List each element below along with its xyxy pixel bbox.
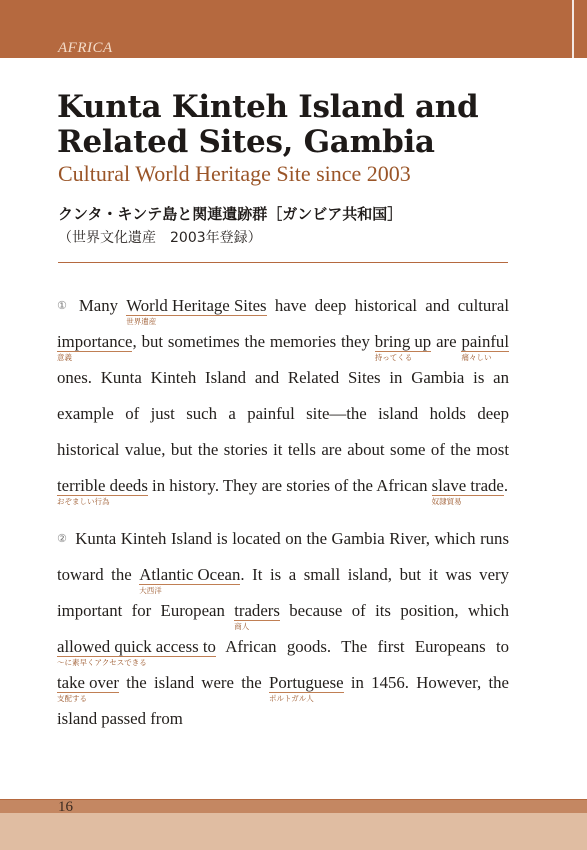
title-line-2: Related Sites, Gambia bbox=[57, 124, 435, 160]
glossed-term bbox=[57, 673, 119, 703]
paragraph-number: ① bbox=[57, 299, 71, 312]
gloss-annotation: 商人 bbox=[234, 622, 250, 631]
glossed-term bbox=[431, 476, 504, 506]
gloss-annotation: 奴隷貿易 bbox=[431, 497, 462, 506]
paragraph bbox=[57, 288, 509, 504]
glossed-term-text: importance bbox=[57, 332, 133, 351]
body-text-run: in history. They are stories of the African bbox=[147, 476, 432, 495]
gloss-annotation: ポルトガル人 bbox=[269, 694, 314, 703]
article-body bbox=[57, 288, 509, 737]
body-text-run: because of its position, which bbox=[279, 601, 509, 620]
gloss-annotation: おぞましい行為 bbox=[57, 497, 110, 506]
gloss-annotation: 痛々しい bbox=[461, 353, 492, 362]
body-text-run: have deep historical and cultural bbox=[266, 296, 509, 315]
body-text-run: . bbox=[503, 476, 509, 495]
header-band bbox=[0, 0, 587, 58]
body-text-run: , but sometimes the memories they bbox=[132, 332, 375, 351]
gloss-annotation: 意義 bbox=[57, 353, 72, 362]
japanese-subtitle: （世界文化遺産 2003年登録） bbox=[58, 230, 262, 246]
page-subtitle: Cultural World Heritage Site since 2003 bbox=[58, 161, 411, 186]
body-text-run: African goods. The first Europeans to bbox=[215, 637, 509, 656]
body-text-run: Many bbox=[78, 296, 127, 315]
glossed-term-text: Portuguese bbox=[269, 673, 344, 692]
paragraph-number: ② bbox=[57, 532, 68, 545]
body-text-run: the island were the bbox=[118, 673, 270, 692]
glossed-term-text: allowed quick access to bbox=[57, 637, 216, 656]
body-text-run: in 1456. However, the island passed from bbox=[57, 673, 510, 728]
glossed-term-text: painful bbox=[461, 332, 509, 351]
glossed-term-text: Atlantic Ocean bbox=[139, 565, 241, 584]
glossed-term bbox=[57, 476, 148, 506]
glossed-term-text: take over bbox=[57, 673, 119, 692]
gloss-annotation: 持ってくる bbox=[374, 353, 413, 362]
glossed-term bbox=[461, 332, 509, 362]
gloss-annotation: 世界遺産 bbox=[126, 317, 157, 326]
page-number: 16 bbox=[58, 799, 73, 815]
glossed-term bbox=[126, 296, 267, 326]
body-text-run: ones. Kunta Kinteh Island and Related Sites in Gambia is an example of just such a painful site—the island holds deep historical value, but the stories it tells are about some of the most bbox=[57, 368, 509, 459]
title-line-1: Kunta Kinteh Island and bbox=[57, 89, 479, 125]
glossed-term-text: World Heritage Sites bbox=[126, 296, 267, 315]
glossed-term bbox=[57, 637, 216, 667]
glossed-term bbox=[234, 601, 280, 631]
glossed-term-text: terrible deeds bbox=[57, 476, 148, 495]
body-text-run: . It is a small island, but it was very important for European bbox=[57, 565, 509, 620]
glossed-term-text: slave trade bbox=[431, 476, 504, 495]
glossed-term bbox=[374, 332, 432, 362]
footer-stripe bbox=[0, 800, 587, 813]
glossed-term bbox=[139, 565, 241, 595]
glossed-term bbox=[57, 332, 133, 362]
body-text-run: Kunta Kinteh Island is located on the Gambia River, which runs toward the bbox=[57, 529, 509, 584]
page-edge-rule bbox=[572, 0, 574, 850]
glossed-term bbox=[269, 673, 344, 703]
title-divider bbox=[58, 262, 508, 263]
gloss-annotation: 支配する bbox=[57, 694, 87, 703]
gloss-annotation: 大西洋 bbox=[139, 586, 162, 595]
glossed-term-text: traders bbox=[234, 601, 280, 620]
japanese-title: クンタ・キンテ島と関連遺跡群［ガンビア共和国］ bbox=[58, 205, 403, 223]
section-label: AFRICA bbox=[58, 40, 113, 56]
gloss-annotation: 〜に素早くアクセスできる bbox=[57, 658, 147, 667]
page-title bbox=[57, 90, 478, 160]
body-text-run: are bbox=[431, 332, 462, 351]
paragraph bbox=[57, 521, 509, 737]
glossed-term-text: bring up bbox=[374, 332, 432, 351]
